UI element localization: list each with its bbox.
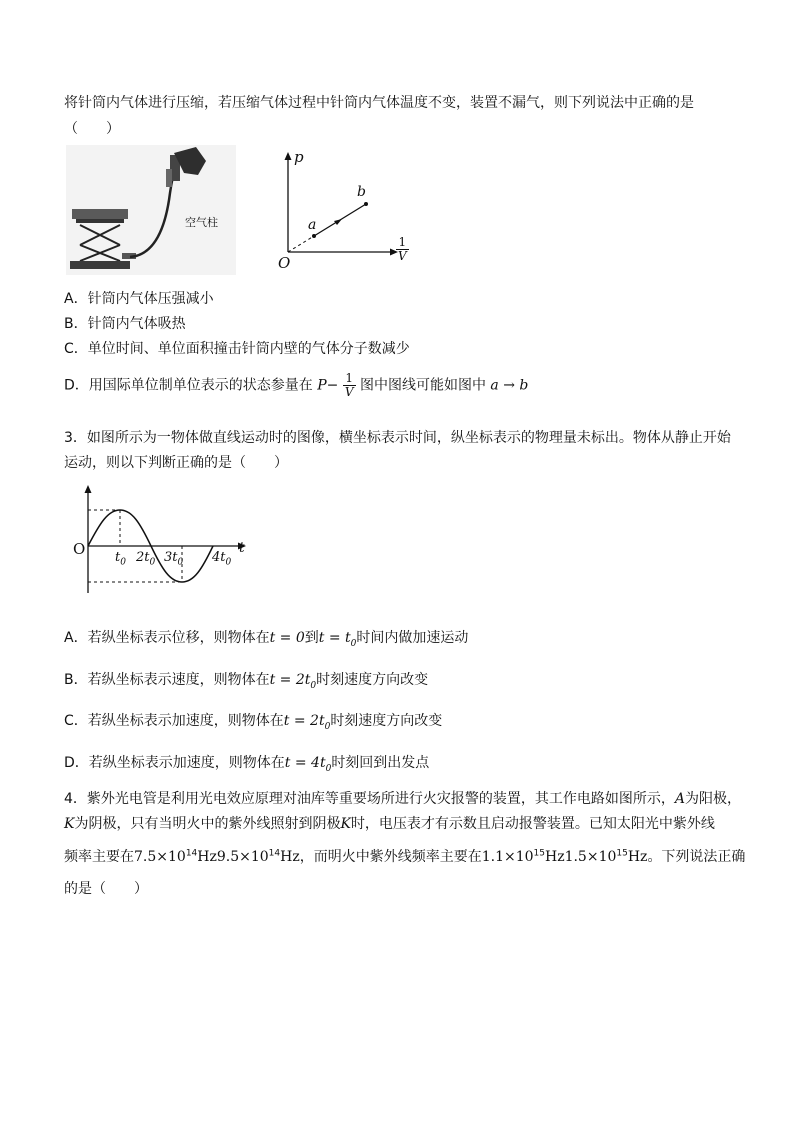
q3-option-c[interactable]: C．若纵坐标表示加速度，则物体在$t = 2t_0$时刻速度方向改变 bbox=[64, 713, 443, 732]
origin-label: O bbox=[278, 254, 291, 272]
q3-stem-line2: 运动，则以下判断正确的是（ ） bbox=[64, 455, 288, 471]
point-b-label: b bbox=[357, 184, 366, 200]
q3-option-a[interactable]: A．若纵坐标表示位移，则物体在t = 0到$t = t_0$时间内做加速运动 bbox=[64, 630, 469, 649]
q3-option-b[interactable]: B．若纵坐标表示速度，则物体在$t = 2t_0$时刻速度方向改变 bbox=[64, 672, 429, 691]
q2-stem-line1: 将针筒内气体进行压缩，若压缩气体过程中针筒内气体温度不变，装置不漏气，则下列说法中正确的是 bbox=[64, 95, 694, 111]
p-axis-label: p bbox=[294, 148, 304, 166]
q2-option-d[interactable]: D．用国际单位制单位表示的状态参量在 P− $\frac{1}{V}$ 图中图线可能如图中 a → b bbox=[64, 371, 529, 399]
syringe-apparatus-figure bbox=[66, 145, 236, 275]
tick-2t0: $2t_0$ bbox=[136, 550, 156, 568]
air-column-label: 空气柱 bbox=[185, 216, 218, 229]
q2-option-b[interactable]: B．针筒内气体吸热 bbox=[64, 316, 186, 332]
point-a-label: a bbox=[308, 217, 317, 233]
q2-option-a[interactable]: A．针筒内气体压强减小 bbox=[64, 291, 214, 307]
tick-t0: $t_0$ bbox=[115, 550, 126, 568]
q3-option-d[interactable]: D．若纵坐标表示加速度，则物体在$t = 4t_0$时刻回到出发点 bbox=[64, 755, 430, 774]
tick-3t0: $3t_0$ bbox=[164, 550, 184, 568]
q3-t-axis-label: t bbox=[239, 540, 245, 556]
q3-stem-line1: 3．如图所示为一物体做直线运动时的图像，横坐标表示时间，纵坐标表示的物理量未标出。物体从静止开始 bbox=[64, 430, 731, 446]
q2-option-c[interactable]: C．单位时间、单位面积撞击针筒内壁的气体分子数减少 bbox=[64, 341, 410, 357]
q4-stem-line3: 频率主要在$7.5\times 10^{14}Hz9.5\times 10^{14}Hz$，而明火中紫外线频率主要在$1.1\times 10^{15}Hz1.5\times 10^{15}Hz$。下列说法正确 bbox=[64, 848, 746, 865]
q4-stem-line2: K为阴极，只有当明火中的紫外线照射到阴极K时，电压表才有示数且启动报警装置。已知太阳光中紫外线 bbox=[64, 816, 715, 832]
x-axis-inverse-v-label: $\frac{1}{V}$ bbox=[398, 235, 407, 263]
q4-stem-line1: 4．紫外光电管是利用光电效应原理对油库等重要场所进行火灾报警的装置，其工作电路如图所示，A为阳极， bbox=[64, 791, 742, 807]
q4-stem-line4: 的是（ ） bbox=[64, 881, 148, 897]
q3-origin-label: O bbox=[73, 540, 86, 558]
tick-4t0: $4t_0$ bbox=[212, 550, 232, 568]
sine-motion-graph bbox=[70, 483, 255, 598]
q2-stem-line2: （ ） bbox=[64, 121, 120, 137]
